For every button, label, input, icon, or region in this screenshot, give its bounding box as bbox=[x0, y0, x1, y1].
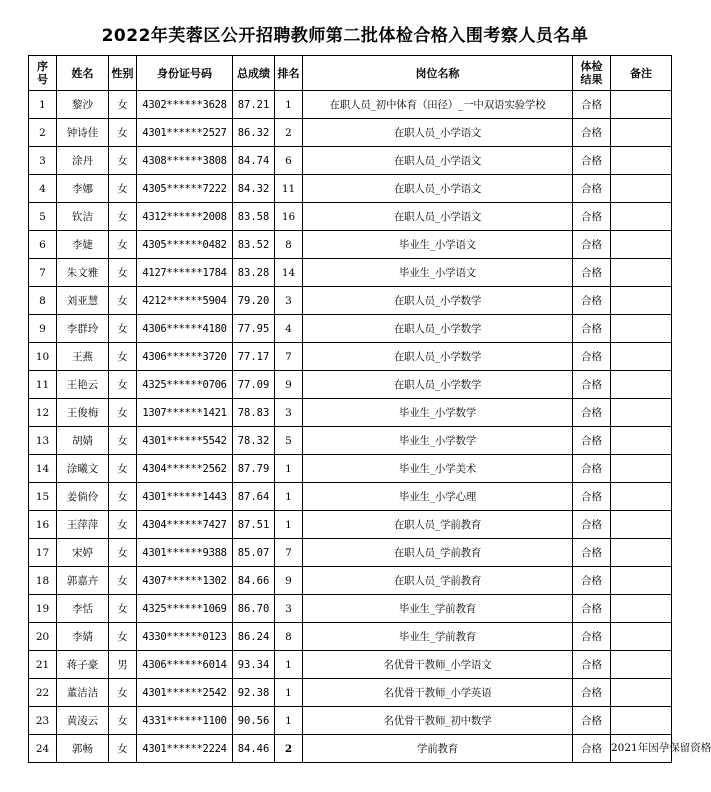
cell-note bbox=[611, 679, 672, 707]
cell-total-score: 87.21 bbox=[233, 91, 275, 119]
cell-seq: 10 bbox=[29, 343, 57, 371]
cell-note bbox=[611, 91, 672, 119]
cell-gender: 女 bbox=[109, 91, 137, 119]
cell-seq: 17 bbox=[29, 539, 57, 567]
cell-gender: 女 bbox=[109, 707, 137, 735]
cell-total-score: 84.66 bbox=[233, 567, 275, 595]
cell-name: 姜倘伶 bbox=[57, 483, 109, 511]
table-row bbox=[29, 371, 672, 399]
cell-rank: 1 bbox=[275, 511, 303, 539]
cell-name: 王萍萍 bbox=[57, 511, 109, 539]
table-row bbox=[29, 203, 672, 231]
table-row bbox=[29, 399, 672, 427]
cell-seq: 7 bbox=[29, 259, 57, 287]
table-row bbox=[29, 595, 672, 623]
table-row bbox=[29, 455, 672, 483]
cell-total-score: 77.09 bbox=[233, 371, 275, 399]
table-header-row bbox=[29, 56, 672, 91]
cell-name: 涂丹 bbox=[57, 147, 109, 175]
cell-rank: 7 bbox=[275, 539, 303, 567]
cell-id-number: 4301******1443 bbox=[137, 483, 233, 511]
cell-note bbox=[611, 343, 672, 371]
cell-name: 李婕 bbox=[57, 231, 109, 259]
cell-id-number: 4306******6014 bbox=[137, 651, 233, 679]
cell-rank: 3 bbox=[275, 399, 303, 427]
cell-note bbox=[611, 511, 672, 539]
cell-gender: 女 bbox=[109, 427, 137, 455]
cell-exam-result: 合格 bbox=[573, 735, 611, 763]
table-row bbox=[29, 315, 672, 343]
cell-rank: 14 bbox=[275, 259, 303, 287]
cell-name: 王燕 bbox=[57, 343, 109, 371]
cell-gender: 女 bbox=[109, 119, 137, 147]
cell-seq: 20 bbox=[29, 623, 57, 651]
cell-post-name: 毕业生_小学语文 bbox=[303, 231, 573, 259]
cell-note bbox=[611, 399, 672, 427]
cell-post-name: 在职人员_小学语文 bbox=[303, 119, 573, 147]
cell-name: 李恬 bbox=[57, 595, 109, 623]
cell-total-score: 79.20 bbox=[233, 287, 275, 315]
cell-seq: 19 bbox=[29, 595, 57, 623]
cell-post-name: 名优骨干教师_小学英语 bbox=[303, 679, 573, 707]
cell-note bbox=[611, 427, 672, 455]
table-row bbox=[29, 623, 672, 651]
cell-total-score: 90.56 bbox=[233, 707, 275, 735]
cell-name: 钦洁 bbox=[57, 203, 109, 231]
cell-name: 黄凌云 bbox=[57, 707, 109, 735]
cell-exam-result: 合格 bbox=[573, 259, 611, 287]
table-row bbox=[29, 175, 672, 203]
cell-id-number: 4304******7427 bbox=[137, 511, 233, 539]
cell-seq: 21 bbox=[29, 651, 57, 679]
cell-name: 李娜 bbox=[57, 175, 109, 203]
cell-note bbox=[611, 651, 672, 679]
cell-total-score: 83.28 bbox=[233, 259, 275, 287]
header-score: 总成绩 bbox=[233, 56, 275, 91]
cell-seq: 6 bbox=[29, 231, 57, 259]
cell-name: 刘亚慧 bbox=[57, 287, 109, 315]
table-row bbox=[29, 567, 672, 595]
cell-post-name: 毕业生_小学数学 bbox=[303, 399, 573, 427]
header-seq: 序 号 bbox=[29, 56, 57, 91]
cell-name: 蒋子豪 bbox=[57, 651, 109, 679]
cell-exam-result: 合格 bbox=[573, 623, 611, 651]
cell-gender: 女 bbox=[109, 567, 137, 595]
cell-name: 胡婧 bbox=[57, 427, 109, 455]
cell-exam-result: 合格 bbox=[573, 427, 611, 455]
cell-gender: 女 bbox=[109, 483, 137, 511]
cell-name: 李群玲 bbox=[57, 315, 109, 343]
table-row bbox=[29, 511, 672, 539]
cell-rank: 16 bbox=[275, 203, 303, 231]
cell-total-score: 87.51 bbox=[233, 511, 275, 539]
table-row bbox=[29, 91, 672, 119]
cell-rank: 2 bbox=[275, 735, 303, 763]
header-exam: 体检 结果 bbox=[573, 56, 611, 91]
cell-total-score: 92.38 bbox=[233, 679, 275, 707]
cell-gender: 女 bbox=[109, 595, 137, 623]
cell-post-name: 在职人员_小学语文 bbox=[303, 147, 573, 175]
cell-id-number: 4304******2562 bbox=[137, 455, 233, 483]
cell-exam-result: 合格 bbox=[573, 287, 611, 315]
cell-seq: 5 bbox=[29, 203, 57, 231]
cell-id-number: 4331******1100 bbox=[137, 707, 233, 735]
cell-rank: 11 bbox=[275, 175, 303, 203]
cell-note bbox=[611, 259, 672, 287]
cell-rank: 9 bbox=[275, 371, 303, 399]
cell-total-score: 84.74 bbox=[233, 147, 275, 175]
table-row bbox=[29, 231, 672, 259]
cell-rank: 3 bbox=[275, 287, 303, 315]
cell-note bbox=[611, 231, 672, 259]
cell-note bbox=[611, 287, 672, 315]
cell-id-number: 4312******2008 bbox=[137, 203, 233, 231]
table-row bbox=[29, 427, 672, 455]
cell-id-number: 4127******1784 bbox=[137, 259, 233, 287]
cell-rank: 2 bbox=[275, 119, 303, 147]
cell-exam-result: 合格 bbox=[573, 203, 611, 231]
cell-id-number: 4301******9388 bbox=[137, 539, 233, 567]
cell-gender: 女 bbox=[109, 679, 137, 707]
cell-post-name: 毕业生_小学数学 bbox=[303, 427, 573, 455]
cell-note bbox=[611, 371, 672, 399]
cell-note bbox=[611, 119, 672, 147]
cell-exam-result: 合格 bbox=[573, 399, 611, 427]
cell-gender: 女 bbox=[109, 175, 137, 203]
cell-gender: 女 bbox=[109, 511, 137, 539]
cell-exam-result: 合格 bbox=[573, 315, 611, 343]
cell-rank: 9 bbox=[275, 567, 303, 595]
cell-note: 2021年因孕保留资格 bbox=[611, 735, 672, 763]
cell-post-name: 名优骨干教师_小学语文 bbox=[303, 651, 573, 679]
cell-seq: 1 bbox=[29, 91, 57, 119]
table-row bbox=[29, 707, 672, 735]
cell-rank: 6 bbox=[275, 147, 303, 175]
cell-name: 朱文雅 bbox=[57, 259, 109, 287]
candidate-table bbox=[28, 55, 711, 763]
cell-id-number: 4325******1069 bbox=[137, 595, 233, 623]
cell-post-name: 在职人员_小学数学 bbox=[303, 343, 573, 371]
cell-note bbox=[611, 203, 672, 231]
cell-total-score: 84.32 bbox=[233, 175, 275, 203]
cell-post-name: 在职人员_小学语文 bbox=[303, 203, 573, 231]
cell-seq: 3 bbox=[29, 147, 57, 175]
cell-exam-result: 合格 bbox=[573, 595, 611, 623]
cell-id-number: 4330******0123 bbox=[137, 623, 233, 651]
table-row bbox=[29, 735, 672, 763]
cell-total-score: 83.52 bbox=[233, 231, 275, 259]
cell-gender: 女 bbox=[109, 315, 137, 343]
cell-post-name: 在职人员_小学数学 bbox=[303, 287, 573, 315]
cell-exam-result: 合格 bbox=[573, 231, 611, 259]
cell-total-score: 78.32 bbox=[233, 427, 275, 455]
cell-rank: 1 bbox=[275, 651, 303, 679]
cell-seq: 11 bbox=[29, 371, 57, 399]
header-note: 备注 bbox=[611, 56, 672, 91]
cell-rank: 3 bbox=[275, 595, 303, 623]
cell-exam-result: 合格 bbox=[573, 175, 611, 203]
cell-id-number: 4305******0482 bbox=[137, 231, 233, 259]
cell-note bbox=[611, 595, 672, 623]
cell-seq: 12 bbox=[29, 399, 57, 427]
cell-post-name: 在职人员_小学数学 bbox=[303, 315, 573, 343]
cell-gender: 女 bbox=[109, 147, 137, 175]
cell-total-score: 84.46 bbox=[233, 735, 275, 763]
cell-exam-result: 合格 bbox=[573, 483, 611, 511]
cell-name: 钟诗佳 bbox=[57, 119, 109, 147]
header-post: 岗位名称 bbox=[303, 56, 573, 91]
cell-post-name: 毕业生_学前教育 bbox=[303, 623, 573, 651]
cell-name: 涂曦文 bbox=[57, 455, 109, 483]
cell-rank: 8 bbox=[275, 623, 303, 651]
cell-id-number: 4305******7222 bbox=[137, 175, 233, 203]
cell-name: 董洁洁 bbox=[57, 679, 109, 707]
cell-id-number: 1307******1421 bbox=[137, 399, 233, 427]
cell-post-name: 在职人员_初中体育（田径）_一中双语实验学校 bbox=[303, 91, 573, 119]
cell-exam-result: 合格 bbox=[573, 679, 611, 707]
cell-gender: 女 bbox=[109, 231, 137, 259]
cell-gender: 女 bbox=[109, 735, 137, 763]
cell-note bbox=[611, 707, 672, 735]
cell-name: 王俊梅 bbox=[57, 399, 109, 427]
cell-note bbox=[611, 455, 672, 483]
cell-id-number: 4306******3720 bbox=[137, 343, 233, 371]
cell-gender: 男 bbox=[109, 651, 137, 679]
table-row bbox=[29, 343, 672, 371]
cell-name: 郭嘉卉 bbox=[57, 567, 109, 595]
cell-rank: 1 bbox=[275, 91, 303, 119]
cell-gender: 女 bbox=[109, 343, 137, 371]
cell-gender: 女 bbox=[109, 623, 137, 651]
cell-id-number: 4301******2527 bbox=[137, 119, 233, 147]
cell-post-name: 毕业生_学前教育 bbox=[303, 595, 573, 623]
cell-seq: 13 bbox=[29, 427, 57, 455]
cell-rank: 1 bbox=[275, 483, 303, 511]
cell-rank: 1 bbox=[275, 455, 303, 483]
table-row bbox=[29, 679, 672, 707]
cell-rank: 4 bbox=[275, 315, 303, 343]
cell-exam-result: 合格 bbox=[573, 539, 611, 567]
table-row bbox=[29, 259, 672, 287]
cell-post-name: 在职人员_小学数学 bbox=[303, 371, 573, 399]
table-row bbox=[29, 651, 672, 679]
cell-rank: 7 bbox=[275, 343, 303, 371]
table-row bbox=[29, 119, 672, 147]
cell-rank: 1 bbox=[275, 707, 303, 735]
cell-note bbox=[611, 147, 672, 175]
cell-seq: 16 bbox=[29, 511, 57, 539]
cell-gender: 女 bbox=[109, 203, 137, 231]
cell-exam-result: 合格 bbox=[573, 147, 611, 175]
cell-exam-result: 合格 bbox=[573, 119, 611, 147]
header-gender: 性别 bbox=[109, 56, 137, 91]
cell-exam-result: 合格 bbox=[573, 651, 611, 679]
cell-rank: 8 bbox=[275, 231, 303, 259]
cell-seq: 9 bbox=[29, 315, 57, 343]
cell-gender: 女 bbox=[109, 399, 137, 427]
cell-post-name: 在职人员_学前教育 bbox=[303, 567, 573, 595]
cell-seq: 23 bbox=[29, 707, 57, 735]
cell-post-name: 毕业生_小学美术 bbox=[303, 455, 573, 483]
cell-total-score: 86.24 bbox=[233, 623, 275, 651]
table-row bbox=[29, 539, 672, 567]
cell-exam-result: 合格 bbox=[573, 567, 611, 595]
table-body bbox=[29, 91, 711, 763]
cell-total-score: 77.17 bbox=[233, 343, 275, 371]
cell-id-number: 4302******3628 bbox=[137, 91, 233, 119]
cell-gender: 女 bbox=[109, 259, 137, 287]
cell-total-score: 87.64 bbox=[233, 483, 275, 511]
cell-id-number: 4301******2542 bbox=[137, 679, 233, 707]
cell-note bbox=[611, 483, 672, 511]
table-row bbox=[29, 287, 672, 315]
cell-note bbox=[611, 539, 672, 567]
header-id: 身份证号码 bbox=[137, 56, 233, 91]
cell-exam-result: 合格 bbox=[573, 707, 611, 735]
cell-seq: 8 bbox=[29, 287, 57, 315]
cell-seq: 4 bbox=[29, 175, 57, 203]
cell-post-name: 在职人员_小学语文 bbox=[303, 175, 573, 203]
cell-seq: 22 bbox=[29, 679, 57, 707]
cell-seq: 15 bbox=[29, 483, 57, 511]
cell-name: 郭畅 bbox=[57, 735, 109, 763]
cell-rank: 5 bbox=[275, 427, 303, 455]
cell-total-score: 87.79 bbox=[233, 455, 275, 483]
cell-post-name: 学前教育 bbox=[303, 735, 573, 763]
cell-exam-result: 合格 bbox=[573, 511, 611, 539]
cell-post-name: 毕业生_小学语文 bbox=[303, 259, 573, 287]
cell-total-score: 77.95 bbox=[233, 315, 275, 343]
cell-exam-result: 合格 bbox=[573, 343, 611, 371]
cell-exam-result: 合格 bbox=[573, 455, 611, 483]
cell-note bbox=[611, 623, 672, 651]
table-row bbox=[29, 147, 672, 175]
cell-total-score: 83.58 bbox=[233, 203, 275, 231]
cell-rank: 1 bbox=[275, 679, 303, 707]
cell-id-number: 4306******4180 bbox=[137, 315, 233, 343]
cell-total-score: 86.70 bbox=[233, 595, 275, 623]
cell-note bbox=[611, 175, 672, 203]
cell-id-number: 4307******1302 bbox=[137, 567, 233, 595]
cell-note bbox=[611, 567, 672, 595]
table-row bbox=[29, 483, 672, 511]
cell-total-score: 78.83 bbox=[233, 399, 275, 427]
cell-gender: 女 bbox=[109, 287, 137, 315]
header-rank: 排名 bbox=[275, 56, 303, 91]
cell-gender: 女 bbox=[109, 455, 137, 483]
cell-seq: 18 bbox=[29, 567, 57, 595]
cell-id-number: 4301******5542 bbox=[137, 427, 233, 455]
cell-id-number: 4308******3808 bbox=[137, 147, 233, 175]
header-name: 姓名 bbox=[57, 56, 109, 91]
cell-post-name: 在职人员_学前教育 bbox=[303, 539, 573, 567]
cell-total-score: 93.34 bbox=[233, 651, 275, 679]
cell-seq: 24 bbox=[29, 735, 57, 763]
cell-name: 李婧 bbox=[57, 623, 109, 651]
cell-gender: 女 bbox=[109, 371, 137, 399]
cell-post-name: 名优骨干教师_初中数学 bbox=[303, 707, 573, 735]
cell-gender: 女 bbox=[109, 539, 137, 567]
cell-exam-result: 合格 bbox=[573, 371, 611, 399]
cell-seq: 2 bbox=[29, 119, 57, 147]
cell-total-score: 86.32 bbox=[233, 119, 275, 147]
cell-note bbox=[611, 315, 672, 343]
cell-id-number: 4212******5904 bbox=[137, 287, 233, 315]
cell-name: 王艳云 bbox=[57, 371, 109, 399]
cell-exam-result: 合格 bbox=[573, 91, 611, 119]
cell-id-number: 4301******2224 bbox=[137, 735, 233, 763]
cell-post-name: 在职人员_学前教育 bbox=[303, 511, 573, 539]
cell-name: 宋婷 bbox=[57, 539, 109, 567]
cell-seq: 14 bbox=[29, 455, 57, 483]
cell-name: 黎沙 bbox=[57, 91, 109, 119]
page-title: 2022年芙蓉区公开招聘教师第二批体检合格入围考察人员名单 bbox=[101, 26, 589, 46]
cell-id-number: 4325******0706 bbox=[137, 371, 233, 399]
cell-post-name: 毕业生_小学心理 bbox=[303, 483, 573, 511]
cell-total-score: 85.07 bbox=[233, 539, 275, 567]
